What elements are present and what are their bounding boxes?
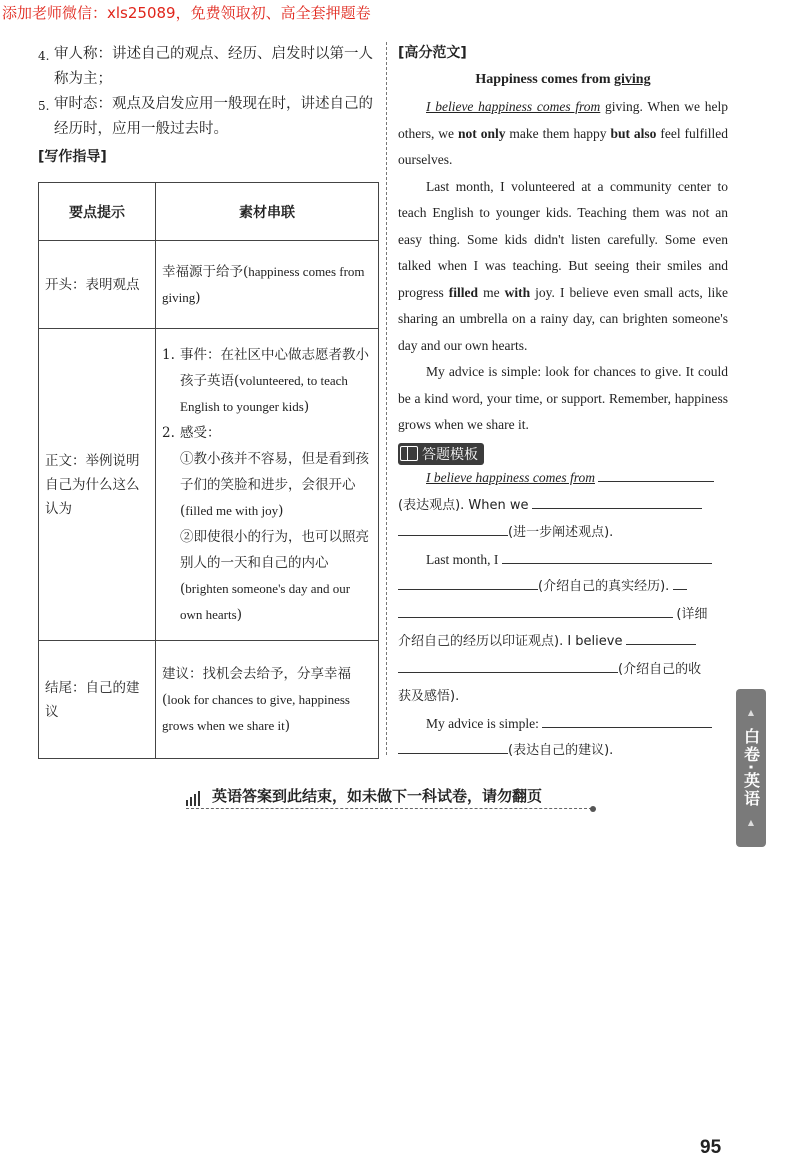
material-paren: ): [303, 398, 310, 415]
requirement-text: 审人称：讲述自己的观点、经历、启发时以第一人称为主；: [54, 46, 373, 87]
writing-guide-label: [写作指导]: [38, 149, 107, 165]
requirement-item: [38, 92, 378, 142]
essay-bold: but also: [610, 125, 657, 141]
requirement-number: 4.: [38, 49, 50, 63]
material-paren: ): [236, 606, 242, 623]
point-cell: 正文：举例说明自己为什么这么认为: [39, 329, 156, 641]
page-number: 95: [700, 1137, 722, 1158]
end-dot: [590, 806, 596, 812]
material-point: [162, 420, 372, 446]
template-line: [398, 628, 728, 656]
column-header-materials: 素材串联: [156, 183, 379, 241]
answer-blank: [673, 575, 687, 590]
essay-bold: not only: [458, 125, 506, 141]
material-text: ①教小孩并不容易，但是看到孩子们的笑脸和进步，会很开心(: [180, 450, 369, 519]
answer-blank: [626, 630, 696, 645]
essay-highlight-phrase: I believe happiness comes from: [426, 99, 601, 114]
template-line: [398, 711, 728, 738]
point-body: [180, 342, 372, 420]
point-number: 2.: [162, 424, 175, 441]
essay-bold: with: [504, 284, 531, 300]
template-text: (表达自己的建议).: [508, 743, 614, 758]
essay-title-key: giving: [614, 72, 651, 87]
triangle-up-icon: ▲: [747, 707, 755, 717]
template-line: [398, 737, 728, 765]
template-line: [398, 465, 728, 492]
essay-title-prefix: Happiness comes from: [475, 72, 614, 87]
writing-guide-table: [38, 182, 379, 759]
answer-template-badge: [398, 443, 484, 465]
material-english: filled me with joy: [185, 502, 279, 518]
template-text: I believe happiness comes from: [426, 470, 595, 485]
essay-paragraph: [398, 94, 728, 174]
answer-blank: [532, 494, 702, 509]
material-paren: ): [278, 502, 284, 519]
template-text: (进一步阐述观点).: [508, 525, 614, 540]
template-line: [398, 601, 728, 629]
material-text: 幸福源于给予(: [162, 263, 249, 280]
template-line: [398, 492, 728, 520]
column-divider: [386, 42, 387, 755]
material-english: happiness comes from giving: [162, 263, 365, 305]
material-text: 感受：: [180, 424, 221, 441]
left-column: [38, 42, 378, 166]
requirement-item: [38, 42, 378, 92]
template-line: [398, 656, 728, 684]
essay-paragraph: [398, 174, 728, 360]
answer-template-label: 答题模板: [422, 446, 478, 463]
essay-text: joy. I believe even small acts, like sharing an umbrella on a rainy day, can brighten someone's day and our own hearts.: [398, 284, 728, 353]
template-text: (介绍自己的真实经历).: [538, 579, 670, 594]
side-tab-label: 白卷·英语: [741, 727, 761, 809]
template-line: [398, 547, 728, 574]
essay-text: Last month, I volunteered at a community center to teach English to younger kids. Teaching them was not an easy thing. Some kids didn't listen carefully. Some even talked when I was teaching. But seeing their smiles and progress: [398, 178, 728, 300]
requirement-number: 5.: [38, 99, 50, 113]
table-row: [39, 641, 379, 759]
template-text: (详细: [676, 606, 708, 622]
essay-paragraph: My advice is simple: look for chances to give. It could be a kind word, your time, or support. Remember, happiness grows when we share it.: [398, 364, 728, 432]
column-header-points: 要点提示: [39, 183, 156, 241]
template-text: (表达观点). When we: [398, 497, 529, 513]
material-cell: [156, 241, 379, 329]
template-line: [398, 573, 728, 601]
answer-blank: [542, 713, 712, 728]
material-cell: [156, 641, 379, 759]
essay-text: giving. When we help others, we: [398, 99, 728, 141]
essay-bold: filled: [448, 284, 479, 300]
point-cell: 结尾：自己的建议: [39, 641, 156, 759]
material-english: look for chances to give, happiness grows when we share it: [162, 691, 350, 733]
answer-blank: [398, 739, 508, 754]
material-text: 事件：在社区中心做志愿者教小孩子英语(: [180, 346, 369, 389]
essay-text: feel fulfilled ourselves.: [398, 125, 729, 167]
answer-blank: [502, 549, 712, 564]
material-paren: ): [284, 717, 291, 734]
answer-blank: [398, 575, 538, 590]
table-row: [39, 241, 379, 329]
watermark-text: 添加老师微信：xls25089，免费领取初、高全套押题卷: [2, 4, 371, 22]
essay-title: [398, 72, 728, 88]
end-note-text: 英语答案到此结束，如未做下一科试卷，请勿翻页: [212, 787, 543, 805]
material-subpoint: [162, 446, 372, 524]
table-header-row: [39, 183, 379, 241]
template-text: 获及感悟).: [398, 689, 460, 704]
material-english: brighten someone's day and our own hearts: [180, 580, 351, 622]
signal-bars-icon: [186, 791, 202, 806]
template-line: [398, 683, 728, 711]
material-english: volunteered, to teach English to younger kids: [180, 372, 348, 414]
answer-blank: [398, 521, 508, 536]
answer-blank: [598, 467, 714, 482]
template-text: My advice is simple:: [426, 715, 539, 731]
material-point: [162, 342, 372, 420]
template-text: Last month, I: [426, 551, 499, 567]
template-line: [398, 519, 728, 547]
answer-blank: [398, 658, 618, 673]
material-text: 建议：找机会去给予，分享幸福(: [162, 665, 351, 708]
table-row: [39, 329, 379, 641]
model-essay-label: [高分范文]: [398, 45, 467, 61]
point-number: 1.: [162, 346, 175, 363]
subject-side-tab: [736, 689, 766, 847]
material-cell: [156, 329, 379, 641]
requirement-text: 审时态：观点及启发应用一般现在时，讲述自己的经历时，应用一般过去时。: [54, 96, 373, 137]
essay-text: make them happy: [505, 125, 611, 141]
point-cell: 开头：表明观点: [39, 241, 156, 329]
right-column: [398, 42, 728, 765]
answer-blank: [398, 603, 673, 618]
material-text: ②即使很小的行为，也可以照亮别人的一天和自己的内心(: [180, 528, 369, 597]
template-text: (介绍自己的收: [618, 661, 702, 677]
end-of-section-note: [186, 785, 592, 809]
book-icon: [400, 446, 418, 461]
material-subpoint: [162, 524, 372, 628]
essay-text: me: [478, 284, 505, 300]
template-text: 介绍自己的经历以印证观点). I believe: [398, 634, 623, 649]
triangle-down-icon: ▲: [747, 818, 755, 828]
material-paren: ): [195, 289, 201, 306]
